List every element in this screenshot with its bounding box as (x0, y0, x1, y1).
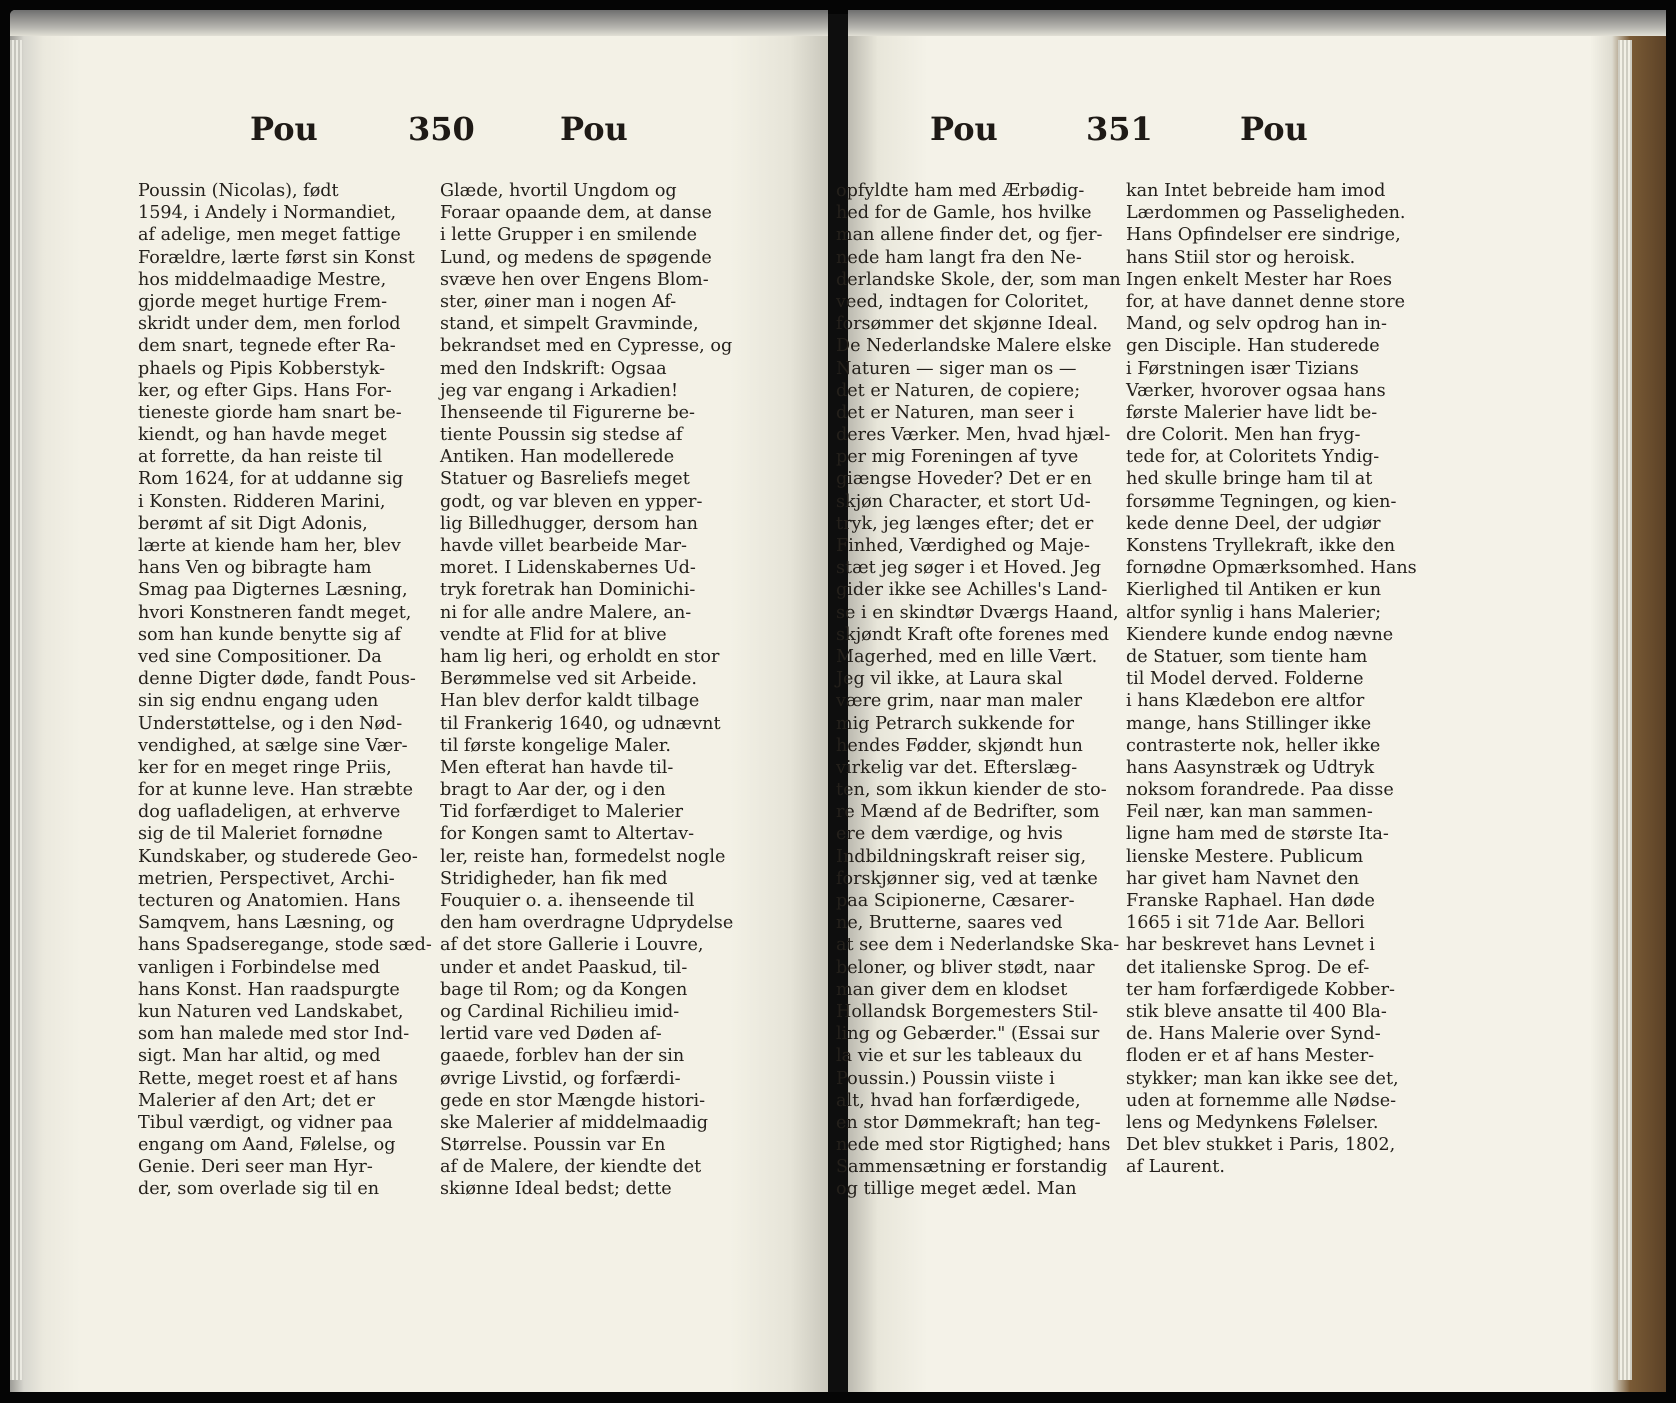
text-line: stand, et simpelt Gravminde, (440, 314, 699, 335)
text-line: paa Scipionerne, Cæsarer- (836, 891, 1075, 911)
text-line: Hollandsk Borgemesters Stil- (836, 1001, 1099, 1022)
text-line: re Mænd af de Bedrifter, som (836, 802, 1100, 823)
text-line: man giver dem en klodset (836, 979, 1068, 1000)
text-line: kan Intet bebreide ham imod (1126, 181, 1386, 201)
text-line: berømt af sit Digt Adonis, (138, 513, 368, 534)
text-line: alt, hvad han forfærdigede, (836, 1090, 1081, 1111)
text-line: sig de til Maleriet fornødne (138, 824, 383, 845)
text-line: bragt to Aar der, og i den (440, 780, 666, 801)
text-line: de. Hans Malerie over Synd- (1126, 1024, 1381, 1045)
text-line: hvori Konstneren fandt meget, (138, 602, 412, 623)
text-line: giængse Hoveder? Det er en (836, 469, 1092, 490)
text-line: noksom forandrede. Paa disse (1126, 780, 1394, 801)
text-line: veed, indtagen for Coloritet, (836, 291, 1090, 312)
text-line: forsømmer det skjønne Ideal. (836, 314, 1098, 335)
text-line: i Førstningen især Tizians (1126, 358, 1359, 379)
text-line: gjorde meget hurtige Frem- (138, 291, 388, 312)
text-line: Rom 1624, for at uddanne sig (138, 469, 404, 490)
text-line: ne, Brutterne, saares ved (836, 913, 1063, 934)
text-line: forsømme Tegningen, og kien- (1126, 491, 1397, 512)
text-line: Magerhed, med en lille Vært. (836, 646, 1098, 667)
text-line: til Frankerig 1640, og udnævnt (440, 713, 721, 734)
text-line: godt, og var bleven en ypper- (440, 491, 703, 512)
text-line: Samqvem, hans Læsning, og (138, 913, 395, 934)
running-head-right: Pou (1240, 110, 1308, 148)
text-line: lens og Medynkens Følelser. (1126, 1112, 1379, 1133)
text-line: første Malerier have lidt be- (1126, 402, 1378, 423)
text-line: Kierlighed til Antiken er kun (1126, 580, 1382, 601)
text-line: Men efterat han havde til- (440, 757, 674, 778)
text-line: Rette, meget roest et af hans (138, 1068, 398, 1089)
text-line: ham lig heri, og erholdt en stor (440, 646, 720, 667)
text-line: svæve hen over Engens Blom- (440, 269, 709, 290)
text-line: virkelig var det. Efterslæg- (836, 757, 1078, 778)
text-line: phaels og Pipis Kobberstyk- (138, 358, 386, 379)
text-line: Hans Opfindelser ere sindrige, (1126, 225, 1401, 246)
text-line: af Laurent. (1126, 1157, 1225, 1178)
text-line: derlandske Skole, der, som man (836, 269, 1121, 290)
page-number: 350 (408, 110, 475, 148)
running-head-left: Pou (250, 110, 318, 148)
text-line: i Konsten. Ridderen Marini, (138, 491, 386, 512)
text-line: ved sine Compositioner. Da (138, 646, 382, 667)
page-stack-edge (10, 40, 22, 1380)
text-line: opfyldte ham med Ærbødig- (836, 181, 1085, 201)
text-line: Understøttelse, og i den Nød- (138, 713, 403, 734)
text-line: man allene finder det, og fjer- (836, 225, 1103, 246)
text-line: skridt under dem, men forlod (138, 314, 401, 335)
text-line: og Cardinal Richilieu imid- (440, 1001, 680, 1022)
text-line: hendes Fødder, skjøndt hun (836, 735, 1083, 756)
text-line: til Model derved. Folderne (1126, 669, 1364, 690)
text-line: Poussin (Nicolas), født (138, 181, 339, 201)
text-line: vanligen i Forbindelse med (138, 957, 380, 978)
page-edge (10, 10, 828, 36)
text-line: til første kongelige Maler. (440, 735, 671, 756)
page-edge (848, 10, 1666, 36)
text-line: hed skulle bringe ham til at (1126, 469, 1373, 490)
text-line: se i en skindtør Dværgs Haand, (836, 602, 1119, 623)
text-line: Naturen — siger man os — (836, 358, 1077, 379)
text-line: ster, øiner man i nogen Af- (440, 291, 677, 312)
text-line: ler, reiste han, formedelst nogle (440, 846, 726, 867)
text-line: sin sig endnu engang uden (138, 691, 379, 712)
text-line: skiønne Ideal bedst; dette (440, 1179, 672, 1200)
text-line: med den Indskrift: Ogsaa (440, 358, 667, 379)
text-line: kiendt, og han havde meget (138, 425, 387, 446)
text-line: forskjønner sig, ved at tænke (836, 868, 1098, 889)
text-column-right (440, 180, 740, 1201)
text-column-left (836, 180, 1136, 1201)
text-line: ker, og efter Gips. Hans For- (138, 380, 392, 401)
text-line: jeg var engang i Arkadien! (440, 380, 679, 401)
text-line: lærte at kiende ham her, blev (138, 536, 401, 556)
text-line: af det store Gallerie i Louvre, (440, 935, 704, 956)
text-line: de Statuer, som tiente ham (1126, 646, 1368, 667)
running-head-left: Pou (930, 110, 998, 148)
text-line: kede denne Deel, der udgiør (1126, 513, 1381, 534)
text-line: Ingen enkelt Mester har Roes (1126, 269, 1393, 290)
text-line: moret. I Lidenskabernes Ud- (440, 558, 696, 579)
text-line: at see dem i Nederlandske Ska- (836, 935, 1120, 956)
text-line: for Kongen samt to Altertav- (440, 824, 695, 845)
text-line: Antiken. Han modellerede (440, 447, 675, 468)
text-line: øvrige Livstid, og forfærdi- (440, 1068, 681, 1089)
text-line: ligne ham med de største Ita- (1126, 824, 1389, 845)
text-line: hans Aasynstræk og Udtryk (1126, 757, 1375, 778)
text-line: der, som overlade sig til en (138, 1179, 380, 1200)
text-line: vendighed, at sælge sine Vær- (138, 735, 408, 756)
text-line: Smag paa Digternes Læsning, (138, 580, 408, 601)
text-line: og tillige meget ædel. Man (836, 1179, 1077, 1200)
text-line: bage til Rom; og da Kongen (440, 979, 688, 1000)
text-line: dre Colorit. Men han fryg- (1126, 425, 1361, 446)
text-line: hed for de Gamle, hos hvilke (836, 203, 1092, 224)
text-line: Kundskaber, og studerede Geo- (138, 846, 418, 867)
text-line: Tid forfærdiget to Malerier (440, 802, 684, 823)
text-line: som han malede med stor Ind- (138, 1024, 410, 1045)
text-line: gaaede, forblev han der sin (440, 1046, 685, 1067)
text-line: Værker, hvorover ogsaa hans (1126, 380, 1386, 401)
text-line: Forældre, lærte først sin Konst (138, 247, 415, 268)
text-line: Finhed, Værdighed og Maje- (836, 536, 1090, 556)
text-line: dem snart, tegnede efter Ra- (138, 336, 396, 357)
text-line: i hans Klædebon ere altfor (1126, 691, 1365, 712)
text-line: gen Disciple. Han studerede (1126, 336, 1380, 357)
text-line: Ihenseende til Figurerne be- (440, 402, 696, 423)
text-line: gede en stor Mængde histori- (440, 1090, 706, 1111)
text-line: hans Spadseregange, stode sæd- (138, 935, 432, 956)
text-line: det er Naturen, man seer i (836, 402, 1074, 423)
text-line: beloner, og bliver stødt, naar (836, 957, 1095, 978)
text-line: hans Stiil stor og heroisk. (1126, 247, 1356, 268)
text-line: lig Billedhugger, dersom han (440, 513, 698, 534)
text-line: Størrelse. Poussin var En (440, 1135, 666, 1156)
left-page (10, 10, 828, 1392)
text-line: altfor synlig i hans Malerier; (1126, 602, 1382, 623)
text-line: Konstens Tryllekraft, ikke den (1126, 536, 1396, 556)
text-line: Feil nær, kan man sammen- (1126, 802, 1373, 823)
right-page (836, 10, 1666, 1392)
text-line: Han blev derfor kaldt tilbage (440, 691, 700, 712)
text-line: nede ham langt fra den Ne- (836, 247, 1082, 268)
text-line: Tibul værdigt, og vidner paa (138, 1112, 393, 1133)
text-line: for at kunne leve. Han stræbte (138, 780, 414, 801)
text-line: af adelige, men meget fattige (138, 225, 401, 246)
text-line: engang om Aand, Følelse, og (138, 1135, 396, 1156)
text-line: i lette Grupper i en smilende (440, 225, 698, 246)
text-line: tryk, jeg længes efter; det er (836, 513, 1094, 534)
text-line: Kiendere kunde endog nævne (1126, 624, 1394, 645)
text-line: ling og Gebærder." (Essai sur (836, 1024, 1100, 1045)
text-line: dog uafladeligen, at erhverve (138, 802, 401, 823)
text-line: la vie et sur les tableaux du (836, 1046, 1083, 1067)
text-line: denne Digter døde, fandt Pous- (138, 669, 416, 690)
text-line: en stor Dømmekraft; han teg- (836, 1112, 1101, 1133)
text-line: Sammensætning er forstandig (836, 1157, 1108, 1178)
text-line: gider ikke see Achilles's Land- (836, 580, 1108, 601)
text-line: 1594, i Andely i Normandiet, (138, 203, 397, 224)
text-line: metrien, Perspectivet, Archi- (138, 868, 395, 889)
text-line: fornødne Opmærksomhed. Hans (1126, 558, 1417, 579)
text-line: deres Værker. Men, hvad hjæl- (836, 425, 1111, 446)
text-line: ten, som ikkun kiender de sto- (836, 780, 1107, 801)
text-line: skjøn Character, et stort Ud- (836, 491, 1091, 512)
text-line: ni for alle andre Malere, an- (440, 602, 692, 623)
text-line: Mand, og selv opdrog han in- (1126, 314, 1387, 335)
text-line: lertid vare ved Døden af- (440, 1024, 662, 1045)
text-line: Lund, og medens de spøgende (440, 247, 712, 268)
text-line: stykker; man kan ikke see det, (1126, 1068, 1399, 1089)
text-line: Jeg vil ikke, at Laura skal (836, 669, 1063, 690)
text-line: nede med stor Rigtighed; hans (836, 1135, 1111, 1156)
text-line: være grim, naar man maler (836, 691, 1083, 712)
text-line: 1665 i sit 71de Aar. Bellori (1126, 913, 1365, 934)
text-column-right (1126, 180, 1426, 1178)
text-line: tecturen og Anatomien. Hans (138, 891, 401, 911)
text-line: det italienske Sprog. De ef- (1126, 957, 1370, 978)
text-line: kun Naturen ved Landskabet, (138, 1001, 404, 1022)
text-column-left (138, 180, 438, 1201)
text-line: for, at have dannet denne store (1126, 291, 1406, 312)
text-line: ske Malerier af middelmaadig (440, 1112, 708, 1133)
text-line: Franske Raphael. Han døde (1126, 891, 1375, 911)
text-line: at forrette, da han reiste til (138, 447, 383, 468)
text-line: Fouquier o. a. ihenseende til (440, 891, 695, 911)
text-line: floden er et af hans Mester- (1126, 1046, 1375, 1067)
text-line: Foraar opaande dem, at danse (440, 203, 712, 224)
text-line: contrasterte nok, heller ikke (1126, 735, 1381, 756)
text-line: hos middelmaadige Mestre, (138, 269, 387, 290)
page-number: 351 (1086, 110, 1153, 148)
text-line: hans Ven og bibragte ham (138, 558, 372, 579)
text-line: skjøndt Kraft ofte forenes med (836, 624, 1110, 645)
text-line: sigt. Man har altid, og med (138, 1046, 381, 1067)
text-line: ter ham forfærdigede Kobber- (1126, 979, 1395, 1000)
text-line: bekrandset med en Cypresse, og (440, 336, 733, 357)
text-line: Statuer og Basreliefs meget (440, 469, 690, 490)
text-line: har beskrevet hans Levnet i (1126, 935, 1375, 956)
text-line: per mig Foreningen af tyve (836, 447, 1079, 468)
text-line: stæt jeg søger i et Hoved. Jeg (836, 558, 1102, 579)
text-line: De Nederlandske Malere elske (836, 336, 1112, 357)
text-line: havde villet bearbeide Mar- (440, 536, 687, 556)
text-line: Malerier af den Art; det er (138, 1090, 376, 1111)
text-line: mange, hans Stillinger ikke (1126, 713, 1372, 734)
running-head-right: Pou (560, 110, 628, 148)
text-line: Stridigheder, han fik med (440, 868, 668, 889)
text-line: Lærdommen og Passeligheden. (1126, 203, 1406, 224)
text-line: Genie. Deri seer man Hyr- (138, 1157, 373, 1178)
text-line: mig Petrarch sukkende for (836, 713, 1074, 734)
page-stack-edge (1618, 40, 1632, 1380)
text-line: Det blev stukket i Paris, 1802, (1126, 1135, 1396, 1156)
text-line: ere dem værdige, og hvis (836, 824, 1063, 845)
text-line: ker for en meget ringe Priis, (138, 757, 392, 778)
text-line: hans Konst. Han raadspurgte (138, 979, 400, 1000)
text-line: uden at fornemme alle Nødse- (1126, 1090, 1397, 1111)
text-line: af de Malere, der kiendte det (440, 1157, 702, 1178)
text-line: Glæde, hvortil Ungdom og (440, 181, 677, 201)
text-line: lienske Mestere. Publicum (1126, 846, 1364, 867)
text-line: Poussin.) Poussin viiste i (836, 1068, 1055, 1089)
text-line: Indbildningskraft reiser sig, (836, 846, 1087, 867)
text-line: vendte at Flid for at blive (440, 624, 667, 645)
text-line: tieneste giorde ham snart be- (138, 402, 402, 423)
text-line: tiente Poussin sig stedse af (440, 425, 683, 446)
text-line: den ham overdragne Udprydelse (440, 913, 734, 934)
text-line: under et andet Paaskud, til- (440, 957, 688, 978)
text-line: stik bleve ansatte til 400 Bla- (1126, 1001, 1387, 1022)
text-line: det er Naturen, de copiere; (836, 380, 1081, 401)
text-line: som han kunde benytte sig af (138, 624, 401, 645)
text-line: tede for, at Coloritets Yndig- (1126, 447, 1380, 468)
text-line: Berømmelse ved sit Arbeide. (440, 669, 697, 690)
text-line: tryk foretrak han Dominichi- (440, 580, 696, 601)
text-line: har givet ham Navnet den (1126, 868, 1360, 889)
